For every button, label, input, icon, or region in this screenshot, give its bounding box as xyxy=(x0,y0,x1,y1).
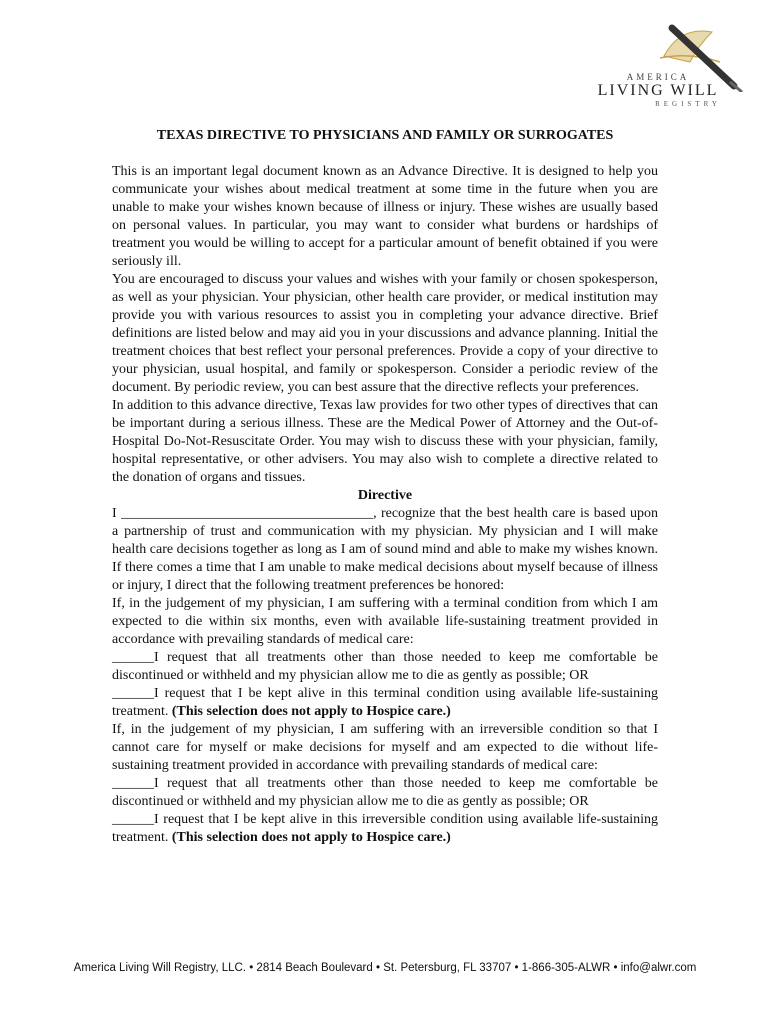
intro-paragraph-3: In addition to this advance directive, Texas law provides for two other types of directives that can be important during a serious illness. These are the Medical Power of Attorney and the Out-of-Hospital Do-Not-Resuscitate Order. You may wish to discuss these with your physician, family, hospital representative, or other advisers. You may also wish to complete a directive related to the donation of organs and tissues. xyxy=(112,398,658,485)
irreversible-option-1: ______I request that all treatments other than those needed to keep me comfortable be discontinued or withheld and my physician allow me to die as gently as possible; OR xyxy=(112,776,658,809)
logo-line-america: AMERICA xyxy=(626,72,690,82)
directive-heading: Directive xyxy=(357,488,413,503)
terminal-option-2 xyxy=(112,685,658,721)
registry-logo xyxy=(588,22,748,118)
page-footer: America Living Will Registry, LLC. • 2814 Beach Boulevard • St. Petersburg, FL 33707 • 1-866-305-ALWR • info@alwr.com xyxy=(73,962,697,974)
irreversible-hospice-note: (This selection does not apply to Hospice care.) xyxy=(171,830,451,845)
terminal-hospice-note: (This selection does not apply to Hospice care.) xyxy=(171,704,451,719)
intro-paragraph-1: This is an important legal document known as an Advance Directive. It is designed to help you communicate your wishes about medical treatment at some time in the future when you are unable to make your wishes known because of illness or injury. These wishes are usually based on personal values. In particular, you may want to consider what burdens or hardships of treatment you would be willing to accept for a particular amount of benefit obtained if you were seriously ill. xyxy=(112,164,658,269)
directive-statement: I ____________________________________, recognize that the best health care is based upon a partnership of trust and communication with my physician. My physician and I will make health care decisions together as long as I am of sound mind and able to make my wishes known. If there comes a time that I am unable to make medical decisions about myself because of illness or injury, I direct that the following treatment preferences be honored: xyxy=(112,506,658,593)
irreversible-option-2 xyxy=(112,811,658,847)
irreversible-option-2-text: ______I request that I be kept alive in this irreversible condition using available life-sustaining treatment. xyxy=(112,812,658,845)
document-title: TEXAS DIRECTIVE TO PHYSICIANS AND FAMILY OR SURROGATES xyxy=(156,128,614,143)
document-body xyxy=(112,163,658,847)
terminal-option-2-text: ______I request that I be kept alive in this terminal condition using available life-sustaining treatment. xyxy=(112,686,658,719)
terminal-option-1: ______I request that all treatments other than those needed to keep me comfortable be discontinued or withheld and my physician allow me to die as gently as possible; OR xyxy=(112,650,658,683)
logo-line-living-will: LIVING WILL xyxy=(597,82,719,99)
logo-line-registry: REGISTRY xyxy=(655,100,721,108)
irreversible-condition-intro: If, in the judgement of my physician, I am suffering with an irreversible condition so that I cannot care for myself or make decisions for myself and am expected to die without life-sustaining treatment provided in accordance with prevailing standards of medical care: xyxy=(112,722,658,773)
intro-paragraph-2: You are encouraged to discuss your values and wishes with your family or chosen spokesperson, as well as your physician. Your physician, other health care provider, or medical institution may provide you with various resources to assist you in completing your advance directive. Brief definitions are listed below and may aid you in your discussions and advance planning. Initial the treatment choices that best reflect your personal preferences. Provide a copy of your directive to your physician, usual hospital, and family or spokesperson. Consider a periodic review of the document. By periodic review, you can best assure that the directive reflects your preferences. xyxy=(112,272,658,395)
terminal-condition-intro: If, in the judgement of my physician, I am suffering with a terminal condition from which I am expected to die within six months, even with available life-sustaining treatment provided in accordance with prevailing standards of medical care: xyxy=(112,596,658,647)
